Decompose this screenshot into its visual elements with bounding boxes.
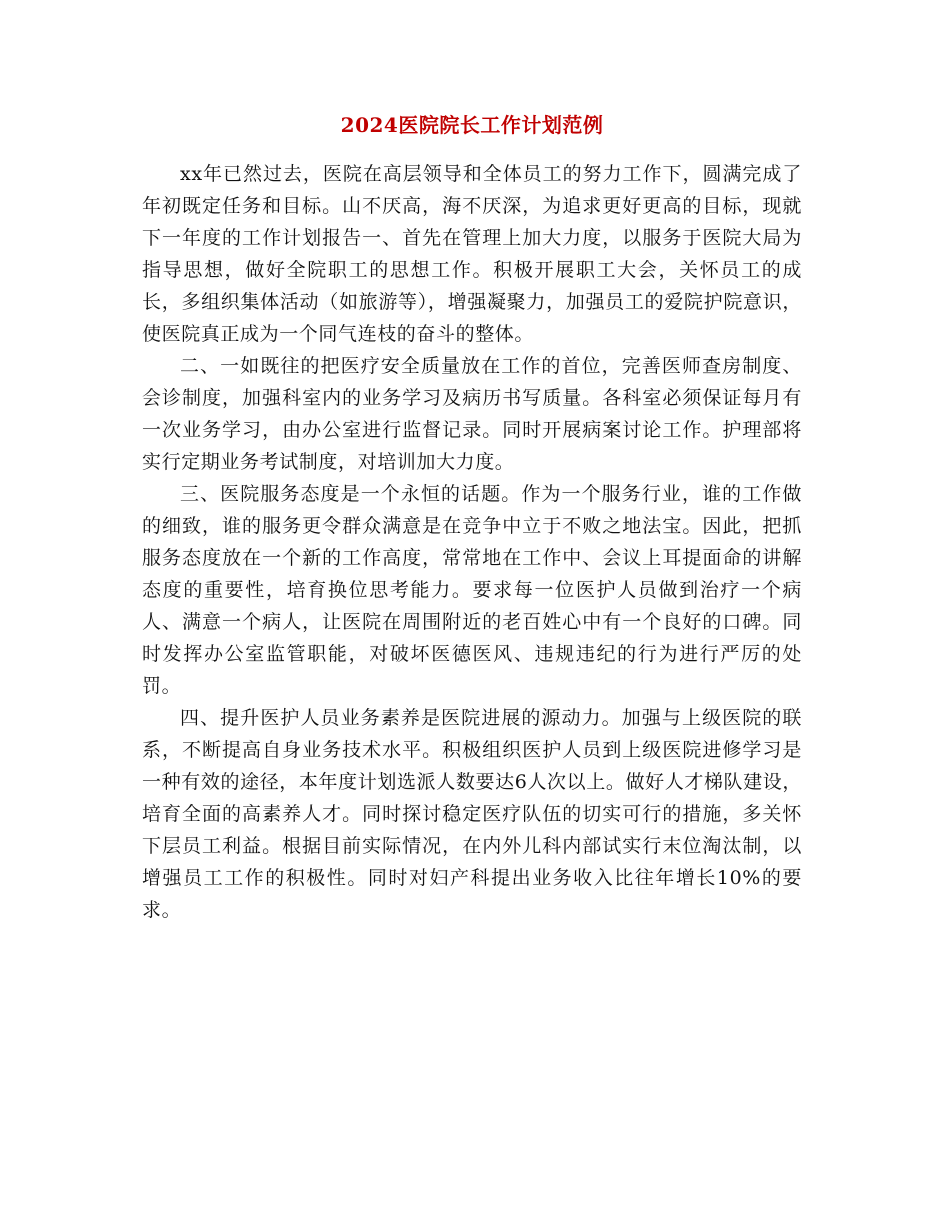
paragraph-3: 三、医院服务态度是一个永恒的话题。作为一个服务行业，谁的工作做的细致，谁的服务更令群众满意是在竞争中立于不败之地法宝。因此，把抓服务态度放在一个新的工作高度，常常地在工作中、会议上耳提面命的讲解态度的重要性，培育换位思考能力。要求每一位医护人员做到治疗一个病人、满意一个病人，让医院在周围附近的老百姓心中有一个良好的口碑。同时发挥办公室监管职能，对破坏医德医风、违规违纪的行为进行严厉的处罚。: [142, 483, 802, 697]
document-page: [142, 110, 802, 926]
paragraph-2: 二、一如既往的把医疗安全质量放在工作的首位，完善医师查房制度、会诊制度，加强科室内的业务学习及病历书写质量。各科室必须保证每月有一次业务学习，由办公室进行监督记录。同时开展病案讨论工作。护理部将实行定期业务考试制度，对培训加大力度。: [142, 355, 802, 473]
document-title: 2024医院院长工作计划范例: [340, 113, 604, 137]
paragraph-4: 四、提升医护人员业务素养是医院进展的源动力。加强与上级医院的联系，不断提高自身业务技术水平。积极组织医护人员到上级医院进修学习是一种有效的途径，本年度计划选派人数要达6人次以上。做好人才梯队建设，培育全面的高素养人才。同时探讨稳定医疗队伍的切实可行的措施，多关怀下层员工利益。根据目前实际情况，在内外儿科内部试实行末位淘汰制，以增强员工工作的积极性。同时对妇产科提出业务收入比往年增长10%的要求。: [142, 707, 802, 921]
paragraph-1: xx年已然过去，医院在高层领导和全体员工的努力工作下，圆满完成了年初既定任务和目标。山不厌高，海不厌深，为追求更好更高的目标，现就下一年度的工作计划报告一、首先在管理上加大力度，以服务于医院大局为指导思想，做好全院职工的思想工作。积极开展职工大会，关怀员工的成长，多组织集体活动（如旅游等），增强凝聚力，加强员工的爱院护院意识，使医院真正成为一个同气连枝的奋斗的整体。: [142, 163, 802, 345]
